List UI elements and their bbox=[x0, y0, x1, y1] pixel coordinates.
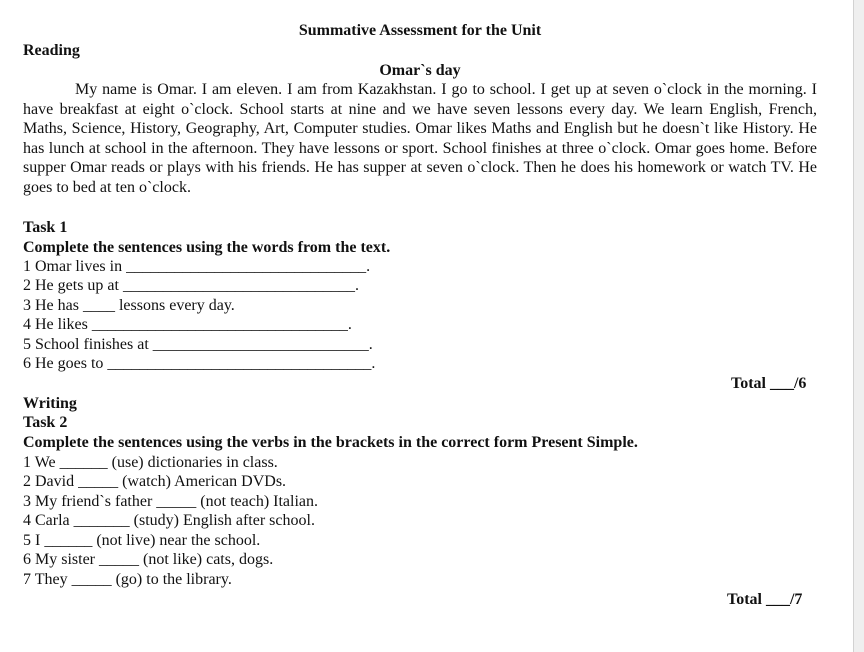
window-edge bbox=[853, 0, 864, 652]
task1-item: 4 He likes ________________________________. bbox=[23, 316, 352, 333]
task2-item: 2 David _____ (watch) American DVDs. bbox=[23, 473, 287, 490]
task1-item: 6 He goes to _________________________________. bbox=[23, 355, 376, 372]
reading-heading: Reading bbox=[23, 42, 80, 59]
task2-item: 4 Carla _______ (study) English after school. bbox=[23, 512, 315, 529]
task1-item: 2 He gets up at _____________________________. bbox=[23, 277, 359, 294]
task2-item: 6 My sister _____ (not like) cats, dogs. bbox=[23, 551, 274, 568]
task1-title: Task 1 bbox=[23, 219, 68, 236]
task1-instruction: Complete the sentences using the words from the text. bbox=[23, 239, 391, 256]
task2-item: 7 They _____ (go) to the library. bbox=[23, 571, 232, 588]
task2-item: 1 We ______ (use) dictionaries in class. bbox=[23, 454, 278, 471]
task2-item: 5 I ______ (not live) near the school. bbox=[23, 532, 261, 549]
writing-heading: Writing bbox=[23, 395, 77, 412]
story-paragraph: My name is Omar. I am eleven. I am from Kazakhstan. I go to school. I get up at seven o`clock in the morning. I have breakfast at eight o`clock. School starts at nine and we have seven lessons every day. We learn English, French, Maths, Science, History, Geography, Art, Computer studies. Omar likes Maths and English but he doesn`t like History. He has lunch at school in the afternoon. They have lessons or sport. School finishes at three o`clock. Omar goes home. Before supper Omar reads or plays with his friends. He has supper at seven o`clock. Then he does his homework or watch TV. He goes to bed at ten o`clock. bbox=[23, 81, 817, 196]
document-title: Summative Assessment for the Unit bbox=[298, 22, 542, 39]
task1-total: Total ___/6 bbox=[731, 375, 807, 392]
task2-item: 3 My friend`s father _____ (not teach) Italian. bbox=[23, 493, 319, 510]
task1-item: 5 School finishes at ___________________________. bbox=[23, 336, 373, 353]
story-title: Omar`s day bbox=[379, 62, 461, 79]
task2-total: Total ___/7 bbox=[727, 591, 803, 608]
task1-item: 3 He has ____ lessons every day. bbox=[23, 297, 235, 314]
task2-title: Task 2 bbox=[23, 414, 68, 431]
task1-item: 1 Omar lives in ______________________________. bbox=[23, 258, 371, 275]
task2-instruction: Complete the sentences using the verbs in the brackets in the correct form Present Simple. bbox=[23, 434, 638, 451]
